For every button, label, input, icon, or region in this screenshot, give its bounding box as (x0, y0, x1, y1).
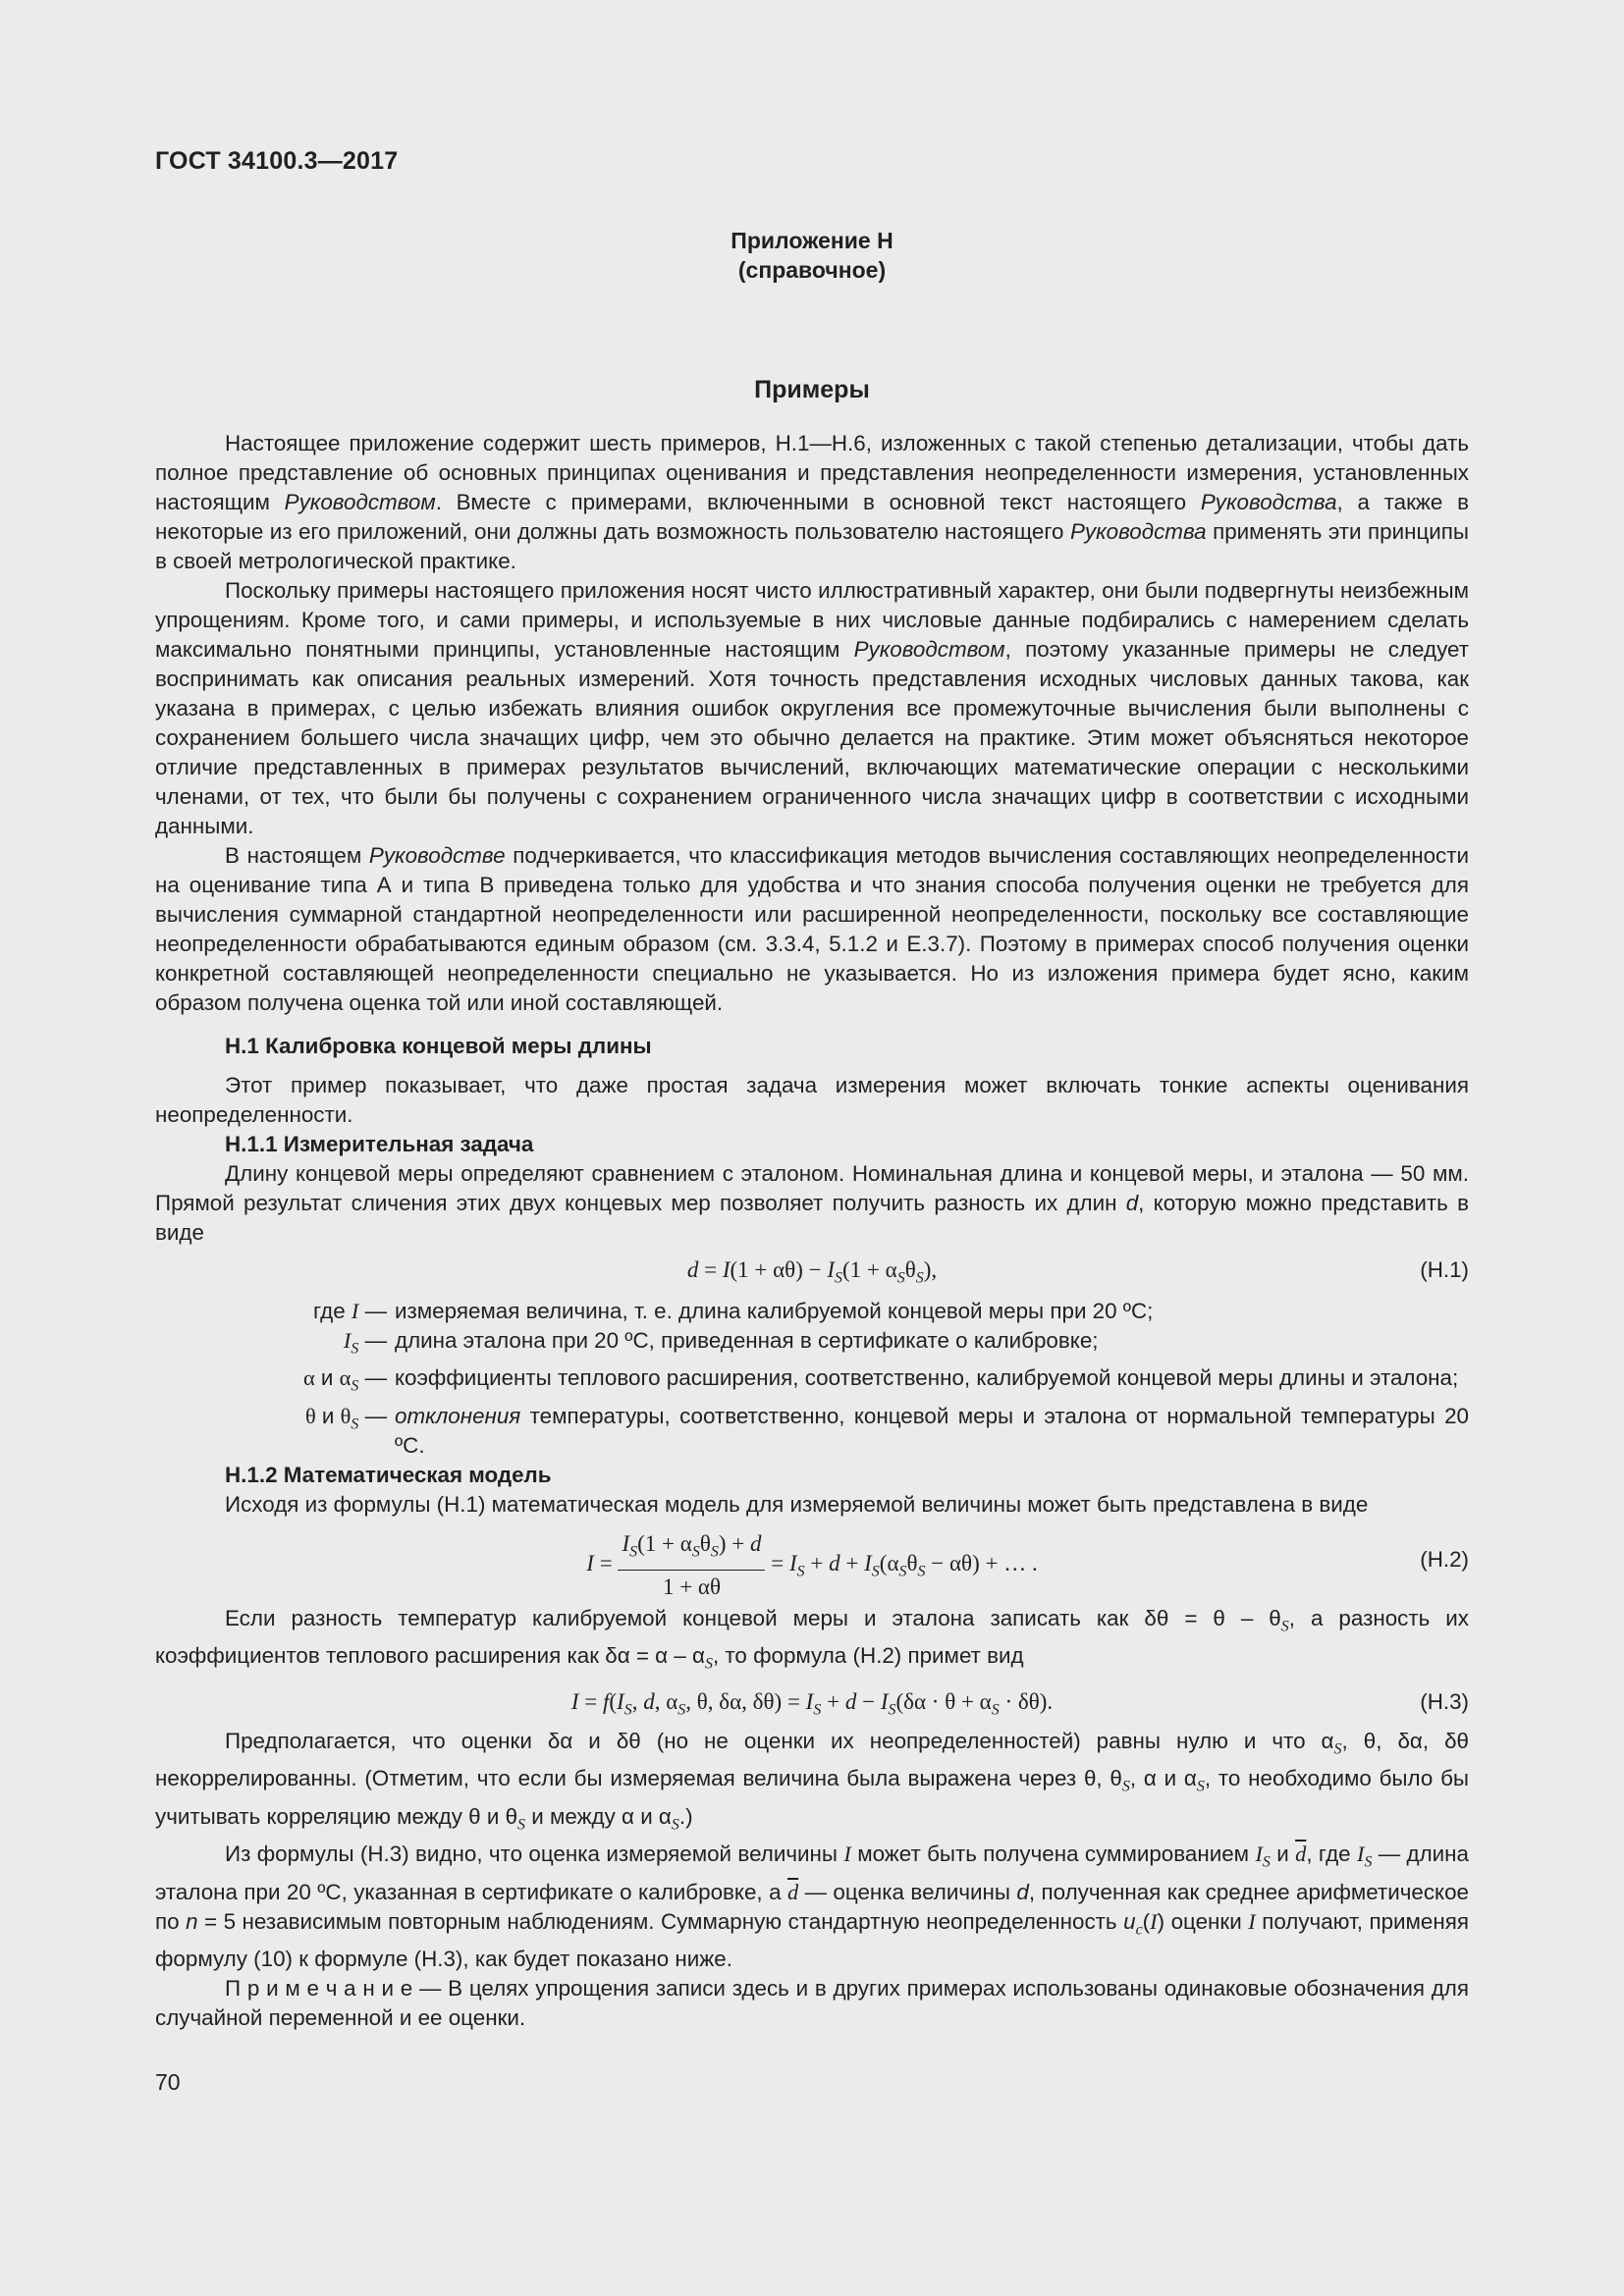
h1-paragraph: Этот пример показывает, что даже простая задача измерения может включать тонкие аспекты оценивания неопределенности. (155, 1073, 1469, 1127)
h12-paragraph-4: Из формулы (Н.3) видно, что оценка измеряемой величины I может быть получена суммированием $I_S$ и $\overline{d}$, где $I_S$ — длина эталона при 20 ºС, указанная в сертификате о калибровке, а $\overline{d}$ — оценка величины d, полученная как среднее арифметическое по n = 5 независимым повторным наблюдениям. Суммарную стандартную неопределенность $u_c(I)$ оценки I получают, применяя формулу (10) к формуле (Н.3), как будет показано ниже. (155, 1842, 1470, 1972)
equation-h1-formula: $d = I(1 + \alpha\theta) - I_S(1 + \alpha_S\theta_S)$, (686, 1257, 938, 1287)
document-body (155, 429, 1469, 2033)
equation-h2-number: (Н.2) (1420, 1546, 1469, 1572)
equation-h1 (155, 1250, 1469, 1293)
equation-h2-formula: I = $\frac{I_S(1 + \alpha_S\theta_S) + d}{1 + \alpha\theta}$ = $I_S + d + I_S(\alpha_S\theta_S - \alpha\theta)$ + … . (586, 1530, 1038, 1599)
equation-h3-formula: $I = f(I_S$, d, $\alpha_S$, θ, δα, $\delta\theta) = I_S + d - I_S(\delta\alpha \cdot \theta + \alpha_S \cdot \delta\theta)$. (570, 1688, 1054, 1719)
intro-paragraph-2: Поскольку примеры настоящего приложения носят чисто иллюстративный характер, они были подвергнуты неизбежным упрощениям. Кроме того, и сами примеры, и используемые в них числовые данные подбирались с намерением сделать максимально понятными принципы, установленные настоящим Руководством, поэтому указанные примеры не следует воспринимать как описания реальных измерений. Хотя точность представления исходных числовых данных такова, как указана в примерах, с целью избежать влияния ошибок округления все промежуточные вычисления были выполнены с сохранением большего числа значащих цифр, чем это обычно делается на практике. Этим может объясняться некоторое отличие представленных в примерах результатов вычислений, включающих математические операции с несколькими членами, от тех, что были бы получены с сохранением ограниченного числа значащих цифр в соответствии с исходными данными. (155, 578, 1469, 838)
intro-paragraph-3: В настоящем Руководстве подчеркивается, что классификация методов вычисления составляющих неопределенности на оценивание типа А и типа В приведена только для удобства и что знания способа получения оценки не требуется для вычисления суммарной стандартной неопределенности или расширенной неопределенности, поскольку все составляющие неопределенности обрабатываются единым образом (см. 3.3.4, 5.1.2 и Е.3.7). Поэтому в примерах способ получения оценки конкретной составляющей неопределенности специально не указывается. Но из изложения примера будет ясно, каким образом получена оценка той или иной составляющей. (155, 843, 1469, 1015)
subsection-h12-title: Н.1.2 Математическая модель (225, 1462, 552, 1487)
definition-symbol: $I_S$ — (343, 1328, 387, 1358)
h12-paragraph-2: Если разность температур калибруемой концевой меры и эталона записать как $\delta\theta = \theta - \theta_S$, а разность их коэффициентов теплового расширения как $\delta\alpha = \alpha - \alpha_S$, то формула (Н.2) примет вид (155, 1605, 1469, 1673)
equation-h3-number: (Н.3) (1420, 1688, 1469, 1714)
definition-symbol: θ и $\theta_S$ — (304, 1403, 387, 1433)
h12-paragraph-3: Предполагается, что оценки δα и δθ (но не оценки их неопределенностей) равны нулю и что $\alpha_S$, θ, δα, δθ некоррелированны. (Отметим, что если бы измеряемая величина была выражена через θ, $\theta_S$, α и $\alpha_S$, то необходимо было бы учитывать корреляцию между θ и $\theta_S$ и между α и $\alpha_S$.) (155, 1728, 1470, 1834)
definition-item (155, 1402, 1469, 1461)
definition-symbol: α и $\alpha_S$ — (302, 1365, 387, 1395)
definition-text: отклонения температуры, соответственно, концевой меры и эталона от нормальной температуры 20 ºС. (395, 1403, 1469, 1458)
h11-paragraph: Длину концевой меры определяют сравнением с эталоном. Номинальная длина и концевой меры, и эталона — 50 мм. Прямой результат сличения этих двух концевых мер позволяет получить разность их длин d, которую можно представить в виде (155, 1161, 1469, 1245)
note-label: П р и м е ч а н и е (225, 1976, 413, 2002)
h12-paragraph: Исходя из формулы (Н.1) математическая модель для измеряемой величины может быть представлена в виде (225, 1491, 1369, 1517)
document-header: ГОСТ 34100.3—2017 (155, 147, 399, 175)
annex-subtitle: (справочное) (737, 257, 887, 283)
equation-h2 (155, 1522, 1469, 1598)
definitions-list (155, 1297, 1469, 1461)
page-number: 70 (155, 2069, 181, 2095)
definition-symbol: где I — (313, 1299, 387, 1323)
definition-item (155, 1297, 1469, 1326)
equation-h3 (155, 1682, 1469, 1725)
definition-text: измеряемая величина, т. е. длина калибруемой концевой меры при 20 ºС; (395, 1299, 1154, 1323)
annex-title: Приложение Н (731, 228, 893, 253)
equation-h1-number: (Н.1) (1420, 1257, 1469, 1282)
section-title: Примеры (754, 376, 870, 403)
definition-text: коэффициенты теплового расширения, соответственно, калибруемой концевой меры длины и эталона; (395, 1365, 1459, 1391)
definition-item (155, 1363, 1469, 1401)
definition-item (155, 1326, 1469, 1363)
note-paragraph: П р и м е ч а н и е — В целях упрощения записи здесь и в других примерах использованы одинаковые обозначения для случайной переменной и ее оценки. (155, 1976, 1469, 2031)
definition-text: длина эталона при 20 ºС, приведенная в сертификате о калибровке; (395, 1328, 1099, 1353)
subsection-h1-title: Н.1 Калибровка концевой меры длины (225, 1034, 652, 1058)
intro-paragraph-1: Настоящее приложение содержит шесть примеров, Н.1—Н.6, изложенных с такой степенью детализации, чтобы дать полное представление об основных принципах оценивания и представления неопределенности измерения, установленных настоящим Руководством. Вместе с примерами, включенными в основной текст настоящего Руководства, а также в некоторые из его приложений, они должны дать возможность пользователю настоящего Руководства применять эти принципы в своей метрологической практике. (155, 431, 1469, 573)
subsection-h11-title: Н.1.1 Измерительная задача (225, 1132, 534, 1156)
